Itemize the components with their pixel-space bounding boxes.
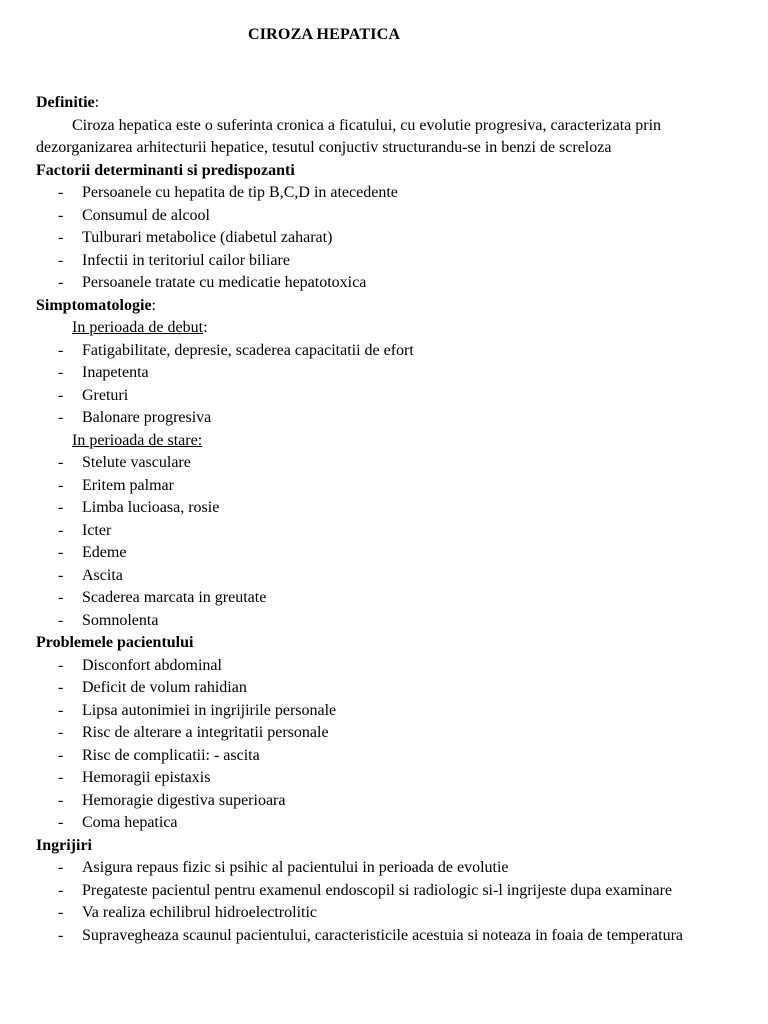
list-item-text: Risc de alterare a integritatii personale — [82, 724, 329, 741]
bullet-dash: - — [58, 679, 64, 696]
debut-colon: : — [203, 319, 208, 336]
list-item — [36, 340, 736, 363]
list-item-text: Supravegheaza scaunul pacientului, caracteristicile acestuia si noteaza in foaia de temperatura — [82, 926, 684, 944]
list-item-text: Edeme — [82, 544, 127, 561]
list-item-text: Persoanele tratate cu medicatie hepatotoxica — [82, 274, 367, 291]
bullet-dash: - — [58, 229, 64, 246]
bullet-dash: - — [58, 769, 64, 786]
list-item — [36, 812, 736, 835]
list-item-text: Somnolenta — [82, 611, 159, 629]
list-item-text: Hemoragii epistaxis — [82, 769, 211, 786]
bullet-dash: - — [58, 611, 64, 629]
list-item — [36, 587, 736, 610]
definitie-paragraph: Ciroza hepatica este o suferinta cronica a ficatului, cu evolutie progresiva, caracterizata prin dezorganizarea arhitecturii hepatice, tesutul conjuctiv structurandu-se in benzi de screloza — [36, 116, 662, 156]
list-item-text: Scaderea marcata in greutate — [82, 589, 267, 606]
list-item-text: Consumul de alcool — [82, 206, 210, 224]
list-item — [36, 475, 736, 498]
list-item — [36, 250, 736, 273]
bullet-dash: - — [58, 701, 64, 719]
definitie-heading: Definitie — [36, 94, 95, 111]
list-item-text: Disconfort abdominal — [82, 656, 222, 674]
bullet-dash: - — [58, 251, 64, 269]
document-title: CIROZA HEPATICA — [248, 26, 401, 43]
bullet-dash: - — [58, 926, 64, 944]
list-item-text: Asigura repaus fizic si psihic al pacientului in perioada de evolutie — [82, 859, 509, 876]
stare-list — [36, 452, 736, 632]
list-item-text: Deficit de volum rahidian — [82, 679, 247, 696]
list-item — [36, 857, 736, 880]
list-item — [36, 497, 736, 520]
list-item — [36, 407, 736, 430]
list-item — [36, 362, 736, 385]
bullet-dash: - — [58, 746, 64, 764]
list-item-text: Balonare progresiva — [82, 409, 212, 426]
list-item-text: Lipsa autonimiei in ingrijirile personale — [82, 701, 337, 719]
list-item-text: Inapetenta — [82, 364, 149, 381]
bullet-dash: - — [58, 454, 64, 471]
bullet-dash: - — [58, 521, 64, 539]
list-item — [36, 205, 736, 228]
list-item — [36, 902, 736, 925]
bullet-dash: - — [58, 499, 64, 516]
list-item — [36, 385, 736, 408]
document-body — [36, 92, 736, 947]
list-item-text: Stelute vasculare — [82, 454, 191, 471]
list-item — [36, 227, 736, 250]
list-item-text: Ascita — [82, 566, 123, 584]
simptomatologie-heading: Simptomatologie — [36, 296, 152, 314]
definitie-colon: : — [94, 94, 100, 111]
list-item — [36, 655, 736, 678]
list-item — [36, 182, 736, 205]
simptomatologie-colon: : — [151, 296, 156, 314]
list-item — [36, 880, 736, 903]
bullet-dash: - — [58, 791, 64, 809]
bullet-dash: - — [58, 364, 64, 381]
bullet-dash: - — [58, 814, 64, 831]
list-item-text: Icter — [82, 521, 112, 539]
bullet-dash: - — [58, 656, 64, 674]
bullet-dash: - — [58, 184, 64, 201]
list-item-text: Persoanele cu hepatita de tip B,C,D in atecedente — [82, 184, 398, 201]
debut-label: In perioada de debut — [72, 319, 204, 336]
bullet-dash: - — [58, 206, 64, 224]
bullet-dash: - — [58, 859, 64, 876]
list-item-text: Hemoragie digestiva superioara — [82, 791, 286, 809]
bullet-dash: - — [58, 724, 64, 741]
list-item-text: Infectii in teritoriul cailor biliare — [82, 251, 290, 269]
bullet-dash: - — [58, 544, 64, 561]
stare-label: In perioada de stare: — [72, 431, 203, 449]
list-item-text: Coma hepatica — [82, 814, 178, 831]
list-item — [36, 677, 736, 700]
debut-label-line — [36, 317, 736, 340]
bullet-dash: - — [58, 589, 64, 606]
list-item — [36, 452, 736, 475]
bullet-dash: - — [58, 904, 64, 921]
list-item-text: Tulburari metabolice (diabetul zaharat) — [82, 229, 333, 246]
list-item-text: Pregateste pacientul pentru examenul endoscopil si radiologic si-l ingrijeste dupa examinare — [82, 881, 673, 899]
bullet-dash: - — [58, 274, 64, 291]
list-item-text: Risc de complicatii: - ascita — [82, 746, 260, 764]
list-item-text: Fatigabilitate, depresie, scaderea capacitatii de efort — [82, 341, 414, 359]
list-item — [36, 272, 736, 295]
factori-list — [36, 182, 736, 295]
bullet-dash: - — [58, 881, 64, 899]
debut-list — [36, 340, 736, 430]
list-item — [36, 722, 736, 745]
list-item — [36, 767, 736, 790]
list-item-text: Eritem palmar — [82, 476, 174, 494]
list-item — [36, 925, 736, 948]
probleme-heading: Problemele pacientului — [36, 634, 194, 651]
list-item-text: Va realiza echilibrul hidroelectrolitic — [82, 904, 317, 921]
ingrijiri-heading: Ingrijiri — [36, 836, 92, 854]
list-item — [36, 610, 736, 633]
list-item — [36, 790, 736, 813]
list-item — [36, 520, 736, 543]
bullet-dash: - — [58, 386, 64, 404]
ingrijiri-list — [36, 857, 736, 947]
list-item-text: Limba lucioasa, rosie — [82, 499, 220, 516]
factori-heading: Factorii determinanti si predispozanti — [36, 161, 295, 179]
list-item — [36, 700, 736, 723]
bullet-dash: - — [58, 341, 64, 359]
list-item — [36, 542, 736, 565]
definitie-heading-line — [36, 92, 736, 115]
bullet-dash: - — [58, 409, 64, 426]
bullet-dash: - — [58, 566, 64, 584]
bullet-dash: - — [58, 476, 64, 494]
list-item — [36, 745, 736, 768]
list-item — [36, 565, 736, 588]
probleme-list — [36, 655, 736, 835]
simptomatologie-heading-line — [36, 295, 736, 318]
list-item-text: Greturi — [82, 386, 129, 404]
